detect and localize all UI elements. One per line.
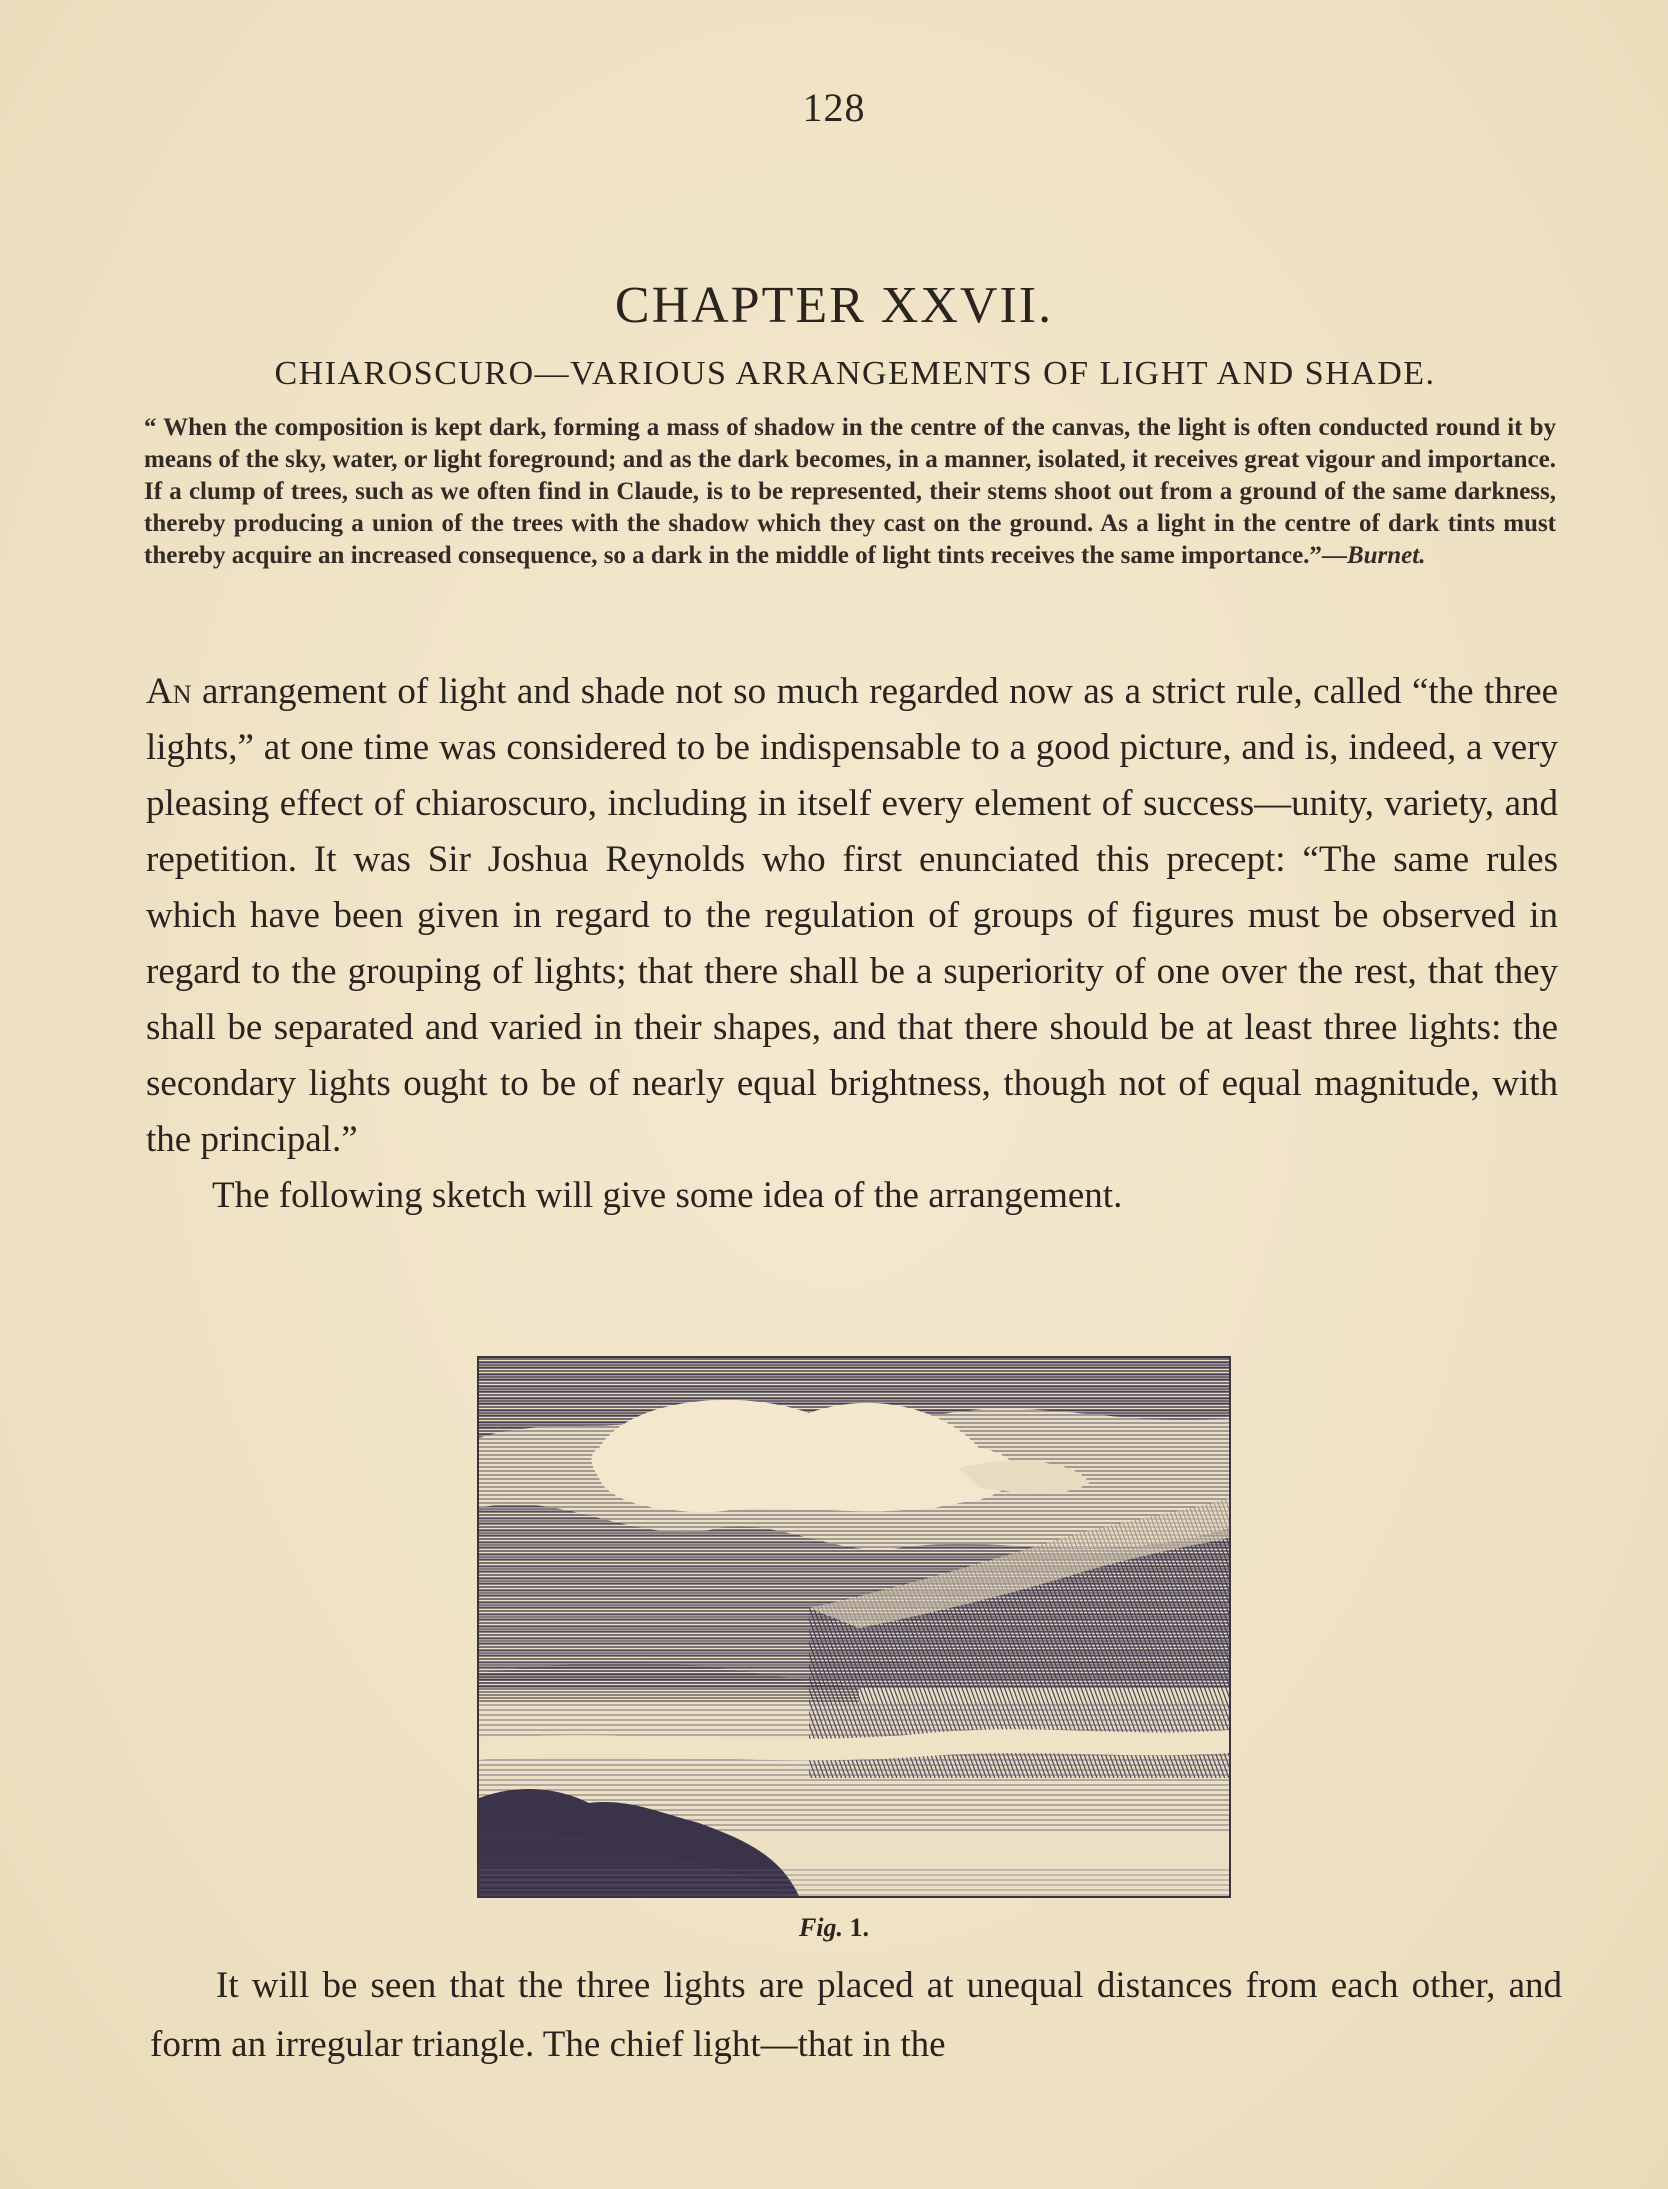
chapter-subtitle: CHIAROSCURO—VARIOUS ARRANGEMENTS OF LIGHT AND SHADE.	[274, 355, 1436, 392]
chapter-title: CHAPTER XXVII.	[614, 277, 1054, 334]
paragraph-3: It will be seen that the three lights are placed at unequal distances from each other, and form an irregular triangle. The chief light—that in the	[150, 1965, 1562, 2065]
figure-number: 1.	[843, 1913, 870, 1942]
figure-caption	[0, 1913, 1668, 1943]
foreground-water	[479, 1868, 1229, 1896]
paragraph-1-text: arrangement of light and shade not so much regarded now as a strict rule, called “the three lights,” at one time was considered to be indispensable to a good picture, and is, indeed, a very pleasing effect of chiaroscuro, including in itself every element of success—unity, variety, and repetition. It was Sir Joshua Reynolds who first enunciated this precept: “The same rules which have been given in regard to the regulation of groups of figures must be observed in regard to the grouping of lights; that there shall be a superiority of one over the rest, that they shall be separated and varied in their shapes, and that there should be at least three lights: the secondary lights ought to be of nearly equal brightness, though not of equal magnitude, with the principal.”	[146, 671, 1558, 1160]
paragraph-1-lead: An	[146, 671, 192, 712]
figure-label: Fig.	[798, 1913, 844, 1942]
paragraph-2: The following sketch will give some idea of the arrangement.	[212, 1175, 1123, 1216]
epigraph-author: Burnet.	[1346, 542, 1426, 569]
paragraph-1	[146, 664, 1558, 1168]
page-number: 128	[802, 85, 866, 130]
continuation-text	[150, 1956, 1562, 2074]
epigraph-quote	[144, 412, 1556, 572]
epigraph-text: “ When the composition is kept dark, forming a mass of shadow in the centre of the canvas, the light is often conducted round it by means of the sky, water, or light foreground; and as the dark becomes, in a manner, isolated, it receives great vigour and importance. If a clump of trees, such as we often find in Claude, is to be represented, their stems shoot out from a ground of the same darkness, thereby producing a union of the trees with the shadow which they cast on the ground. As a light in the centre of dark tints must thereby acquire an increased consequence, so a dark in the middle of light tints receives the same importance.”—	[144, 414, 1556, 569]
engraving-illustration	[479, 1358, 1229, 1896]
figure-engraving	[477, 1356, 1231, 1898]
main-text	[146, 664, 1558, 1224]
